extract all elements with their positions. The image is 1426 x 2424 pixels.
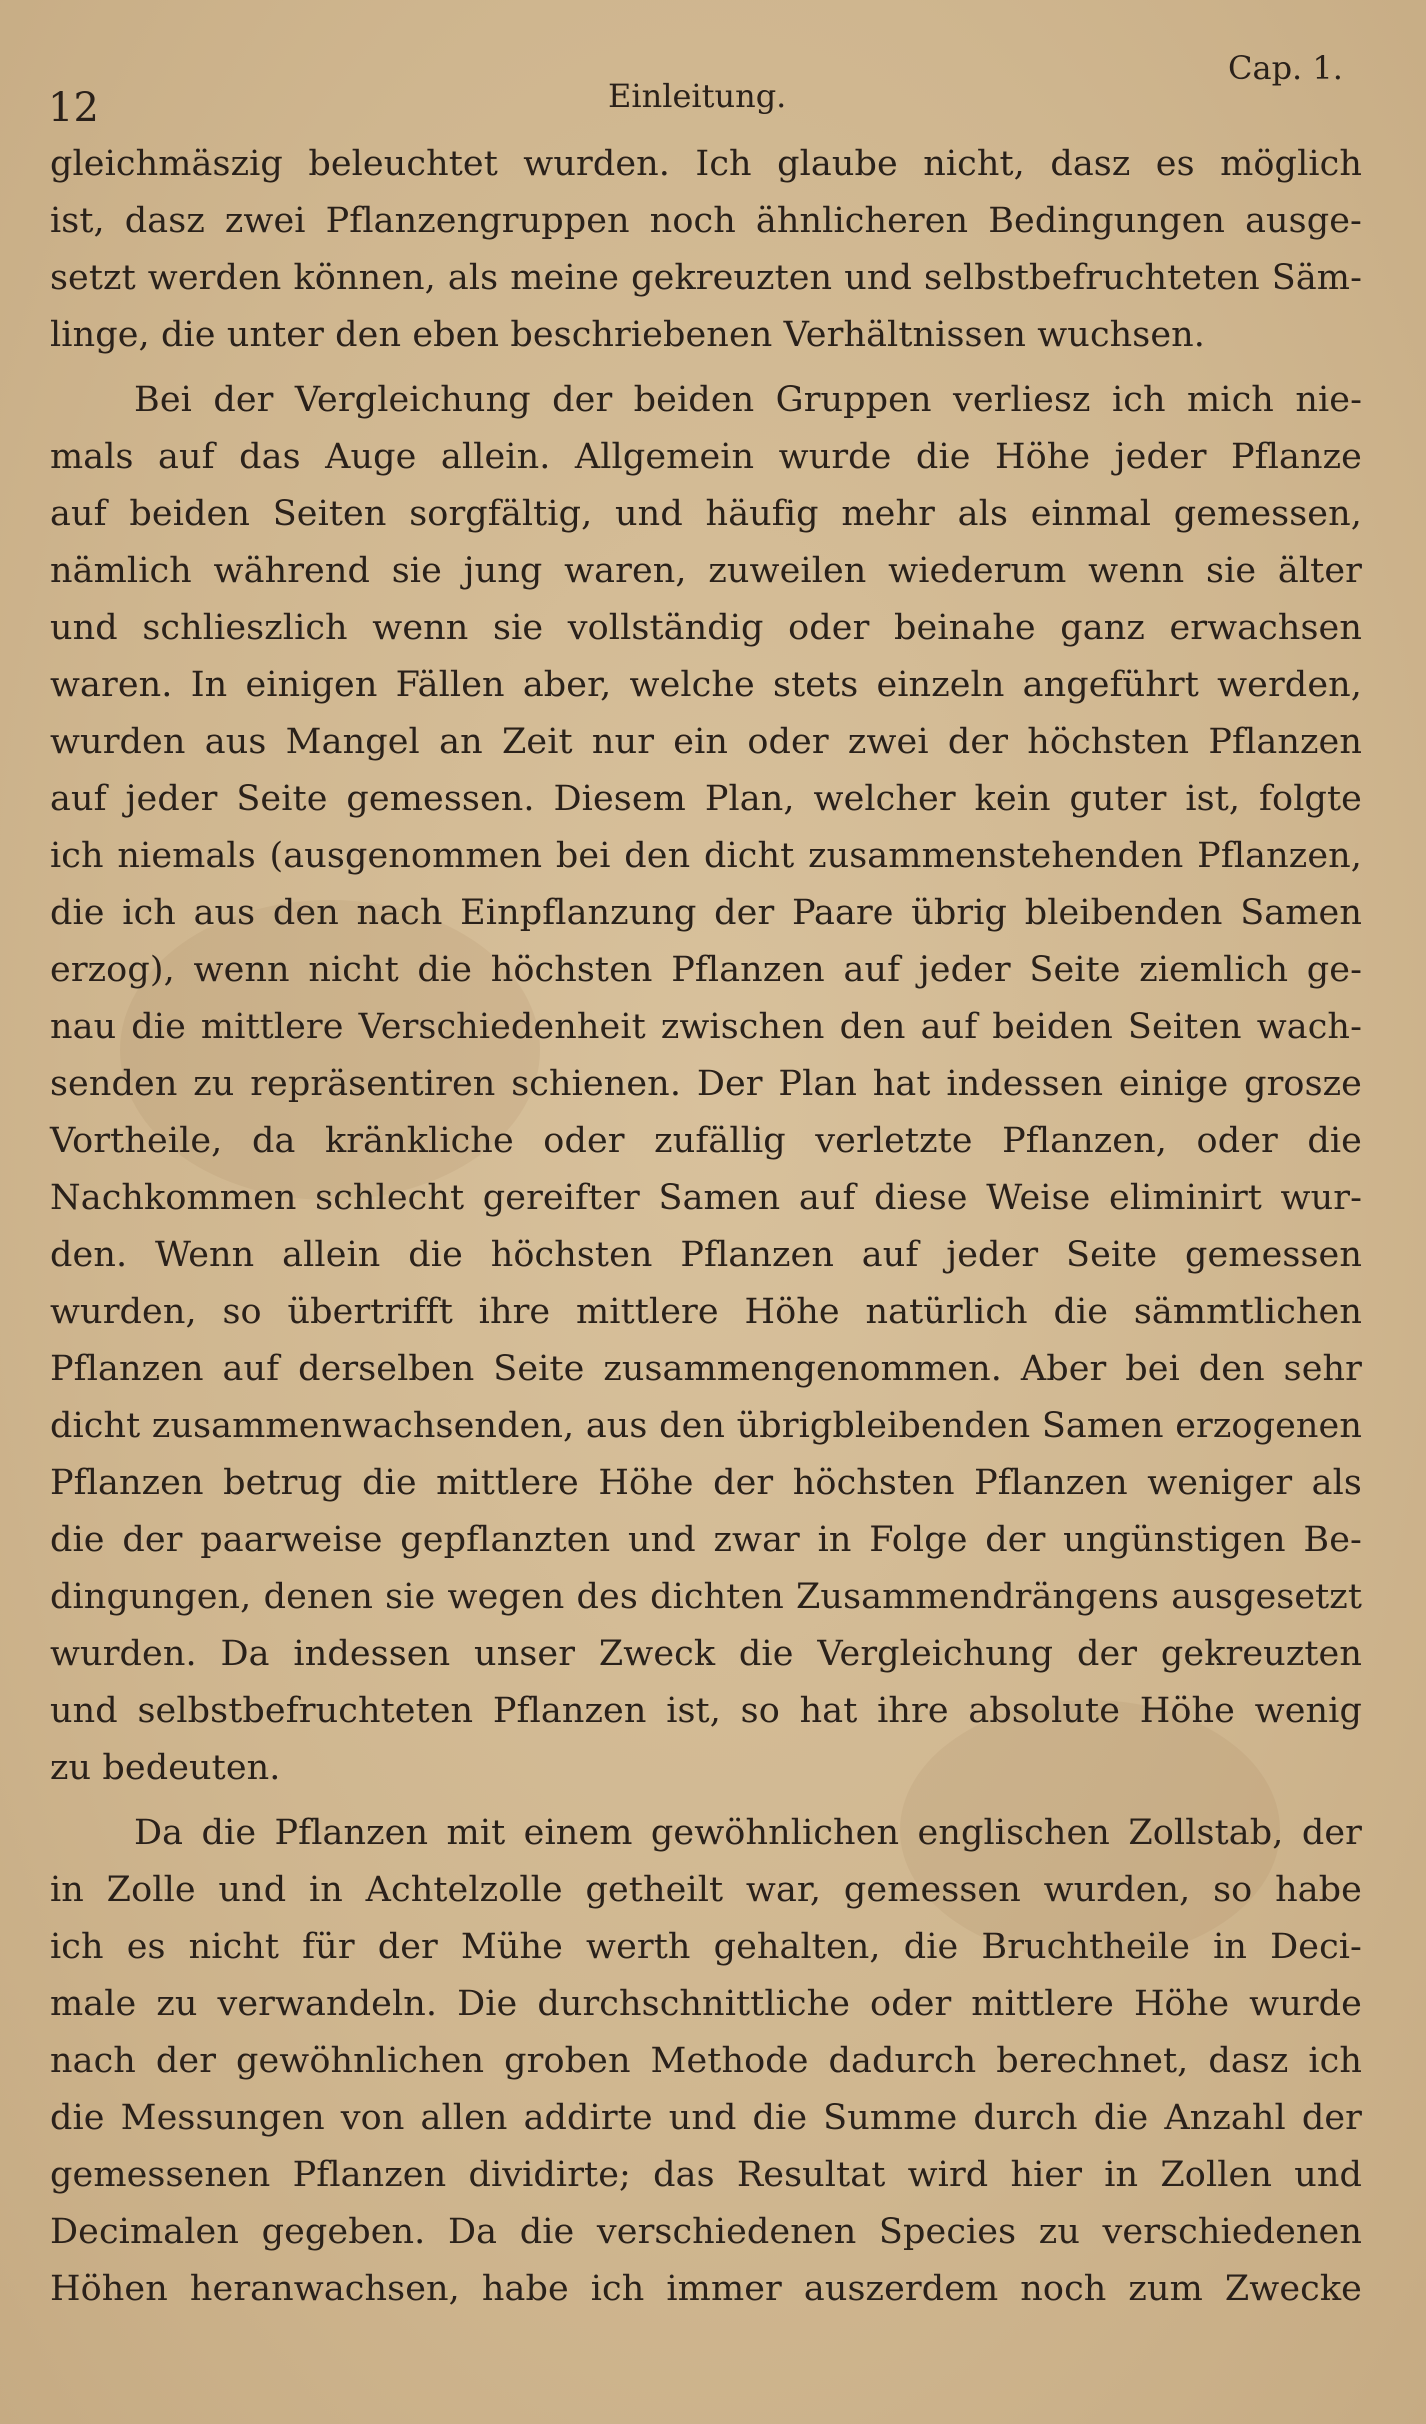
text-line: mals auf das Auge allein. Allgemein wurde die Höhe jeder Pflanze [50, 437, 1362, 477]
text-line: wurden. Da indessen unser Zweck die Vergleichung der gekreuzten [50, 1634, 1362, 1674]
text-line: und schlieszlich wenn sie vollständig oder beinahe ganz erwachsen [50, 608, 1362, 648]
text-line: auf beiden Seiten sorgfältig, und häufig mehr als einmal gemessen, [50, 494, 1362, 534]
text-line: gleichmäszig beleuchtet wurden. Ich glaube nicht, dasz es möglich [50, 144, 1362, 184]
text-line: nau die mittlere Verschiedenheit zwischen den auf beiden Seiten wach- [50, 1007, 1362, 1047]
text-line: in Zolle und in Achtelzolle getheilt war, gemessen wurden, so habe [50, 1870, 1362, 1910]
text-line: linge, die unter den eben beschriebenen Verhältnissen wuchsen. [50, 315, 1206, 355]
text-line: ich es nicht für der Mühe werth gehalten, die Bruchtheile in Deci- [50, 1927, 1362, 1967]
text-line: Da die Pflanzen mit einem gewöhnlichen englischen Zollstab, der [134, 1813, 1362, 1853]
text-line: zu bedeuten. [50, 1748, 281, 1788]
body-text [50, 136, 1362, 2318]
text-line: dicht zusammenwachsenden, aus den übrigbleibenden Samen erzogenen [50, 1406, 1362, 1446]
text-line: waren. In einigen Fällen aber, welche stets einzeln angeführt werden, [50, 665, 1362, 705]
text-line: Bei der Vergleichung der beiden Gruppen verliesz ich mich nie- [134, 380, 1362, 420]
text-line: Pflanzen betrug die mittlere Höhe der höchsten Pflanzen weniger als [50, 1463, 1362, 1503]
text-line: ist, dasz zwei Pflanzengruppen noch ähnlicheren Bedingungen ausge- [50, 201, 1362, 241]
text-line: dingungen, denen sie wegen des dichten Zusammendrängens ausgesetzt [50, 1577, 1362, 1617]
text-line: Pflanzen auf derselben Seite zusammengenommen. Aber bei den sehr [50, 1349, 1362, 1389]
text-line: gemessenen Pflanzen dividirte; das Resultat wird hier in Zollen und [50, 2155, 1362, 2195]
paragraph [50, 136, 1362, 364]
text-line: Nachkommen schlecht gereifter Samen auf diese Weise eliminirt wur- [50, 1178, 1362, 1218]
text-line: nämlich während sie jung waren, zuweilen wiederum wenn sie älter [50, 551, 1362, 591]
text-line: wurden, so übertrifft ihre mittlere Höhe natürlich die sämmtlichen [50, 1292, 1362, 1332]
paragraph-gap [50, 1797, 1362, 1805]
text-line: Höhen heranwachsen, habe ich immer auszerdem noch zum Zwecke [50, 2269, 1362, 2309]
text-line: Vortheile, da kränkliche oder zufällig verletzte Pflanzen, oder die [50, 1121, 1362, 1161]
text-line: Decimalen gegeben. Da die verschiedenen Species zu verschiedenen [50, 2212, 1362, 2252]
text-line: ich niemals (ausgenommen bei den dicht zusammenstehenden Pflanzen, [50, 836, 1362, 876]
paragraph [50, 372, 1362, 1797]
paragraph-gap [50, 364, 1362, 372]
text-line: die Messungen von allen addirte und die Summe durch die Anzahl der [50, 2098, 1362, 2138]
page-header [48, 49, 1348, 142]
text-line: setzt werden können, als meine gekreuzten und selbstbefruchteten Säm- [50, 258, 1362, 298]
paragraph [50, 1805, 1362, 2318]
text-line: wurden aus Mangel an Zeit nur ein oder zwei der höchsten Pflanzen [50, 722, 1362, 762]
running-title: Einleitung. [608, 77, 787, 115]
text-line: auf jeder Seite gemessen. Diesem Plan, welcher kein guter ist, folgte [50, 779, 1362, 819]
chapter-label: Cap. 1. [1228, 49, 1343, 87]
text-line: die ich aus den nach Einpflanzung der Paare übrig bleibenden Samen [50, 893, 1362, 933]
text-line: den. Wenn allein die höchsten Pflanzen auf jeder Seite gemessen [50, 1235, 1362, 1275]
text-line: die der paarweise gepflanzten und zwar in Folge der ungünstigen Be- [50, 1520, 1362, 1560]
text-line: erzog), wenn nicht die höchsten Pflanzen auf jeder Seite ziemlich ge- [50, 950, 1362, 990]
text-line: nach der gewöhnlichen groben Methode dadurch berechnet, dasz ich [50, 2041, 1362, 2081]
text-line: male zu verwandeln. Die durchschnittliche oder mittlere Höhe wurde [50, 1984, 1362, 2024]
page-number: 12 [48, 85, 99, 131]
text-line: und selbstbefruchteten Pflanzen ist, so hat ihre absolute Höhe wenig [50, 1691, 1362, 1731]
text-line: senden zu repräsentiren schienen. Der Plan hat indessen einige grosze [50, 1064, 1362, 1104]
